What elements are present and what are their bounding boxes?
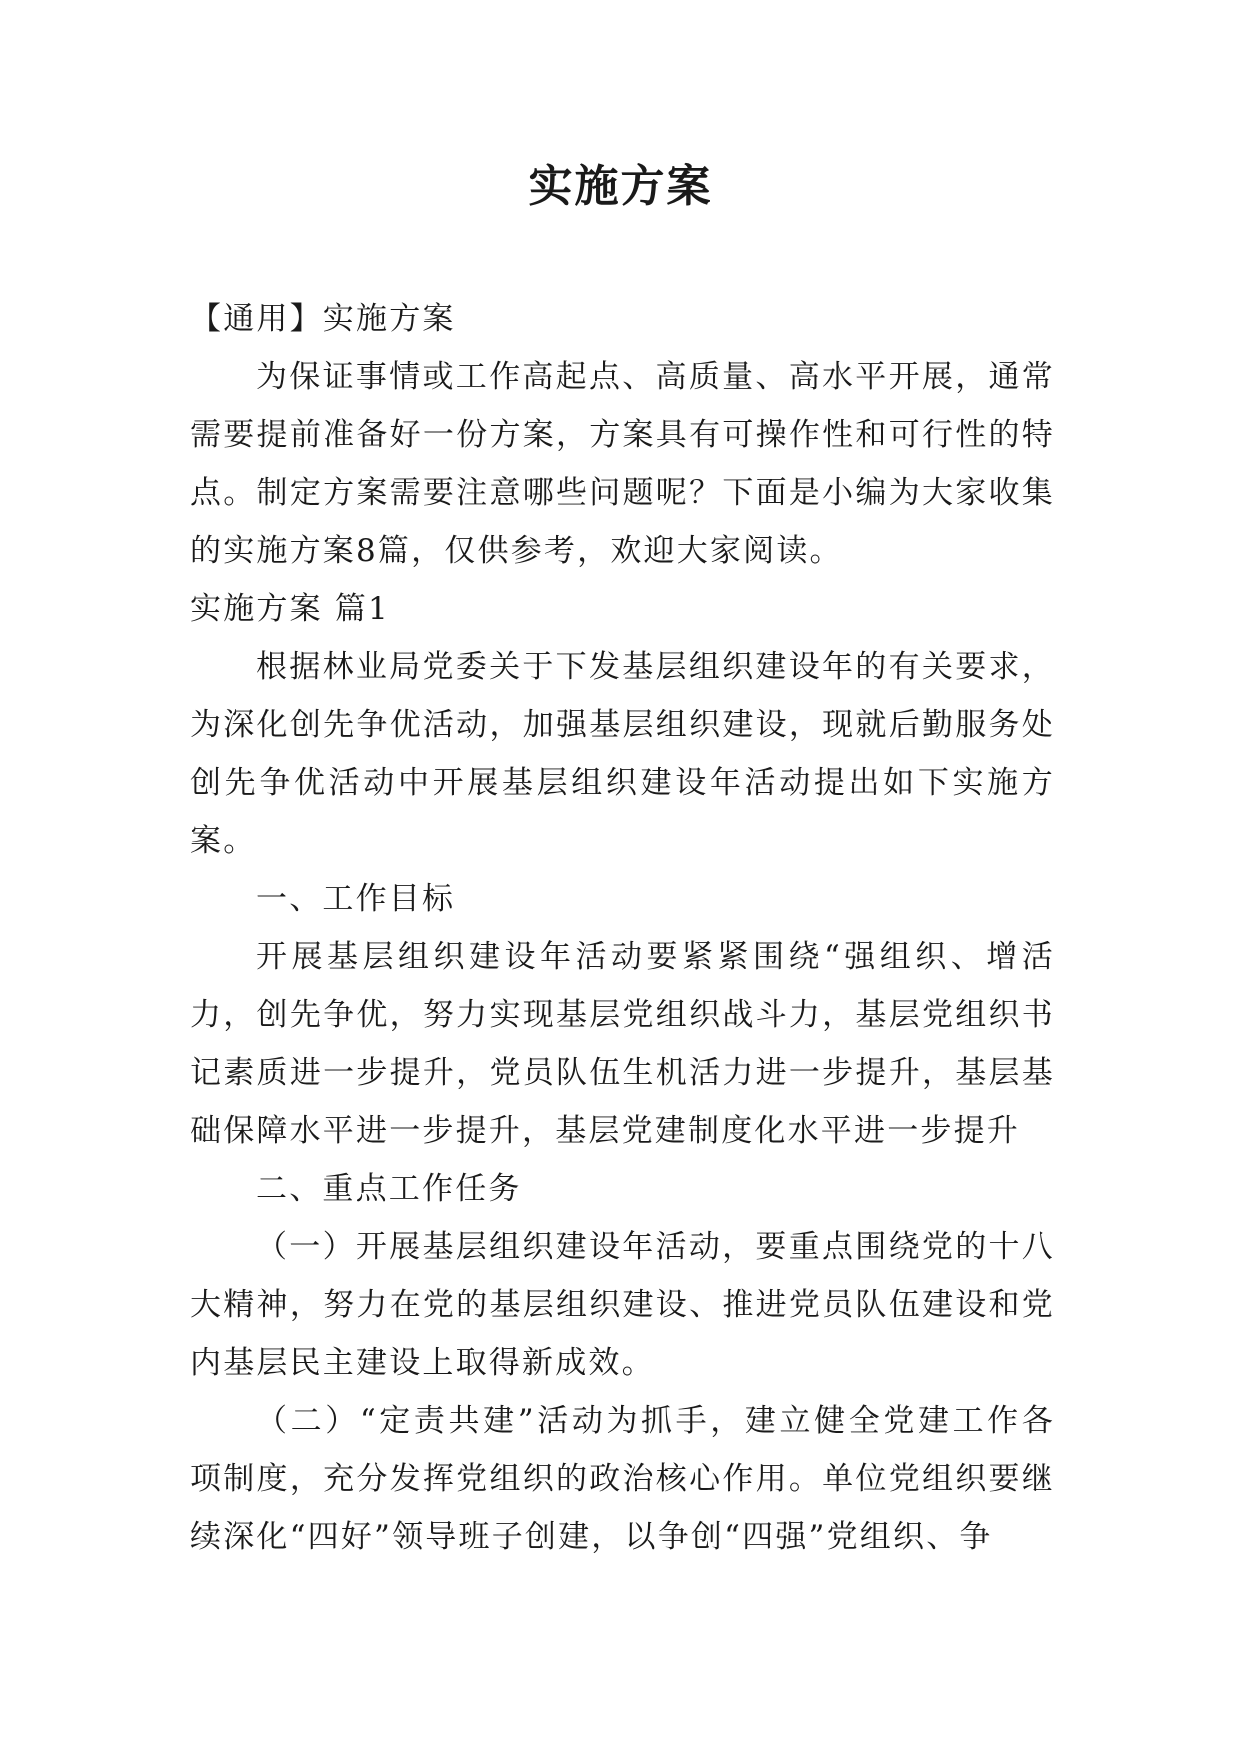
article-heading-1: 实施方案 篇1 bbox=[190, 591, 390, 627]
task-2-paragraph: （二）“定责共建”活动为抓手，建立健全党建工作各项制度，充分发挥党组织的政治核心作用。单位党组织要继续深化“四好”领导班子创建，以争创“四强”党组织、争 bbox=[190, 1403, 1055, 1555]
intro-paragraph: 为保证事情或工作高起点、高质量、高水平开展，通常需要提前准备好一份方案，方案具有可操作性和可行性的特点。制定方案需要注意哪些问题呢？下面是小编为大家收集的实施方案8篇，仅供参考，欢迎大家阅读。 bbox=[190, 359, 1055, 569]
heading-key-tasks: 二、重点工作任务 bbox=[256, 1171, 522, 1207]
article-1-paragraph: 根据林业局党委关于下发基层组织建设年的有关要求，为深化创先争优活动，加强基层组织建设，现就后勤服务处创先争优活动中开展基层组织建设年活动提出如下实施方案。 bbox=[190, 649, 1055, 859]
heading-work-goal: 一、工作目标 bbox=[256, 881, 456, 917]
section-heading-general: 【通用】实施方案 bbox=[190, 301, 456, 337]
document-title: 实施方案 bbox=[528, 161, 713, 212]
work-goal-paragraph: 开展基层组织建设年活动要紧紧围绕“强组织、增活力，创先争优，努力实现基层党组织战斗力，基层党组织书记素质进一步提升，党员队伍生机活力进一步提升，基层基础保障水平进一步提升，基层党建制度化水平进一步提升 bbox=[190, 939, 1055, 1149]
document-body bbox=[190, 290, 1055, 1566]
task-1-paragraph: （一）开展基层组织建设年活动，要重点围绕党的十八大精神，努力在党的基层组织建设、推进党员队伍建设和党内基层民主建设上取得新成效。 bbox=[190, 1229, 1055, 1381]
